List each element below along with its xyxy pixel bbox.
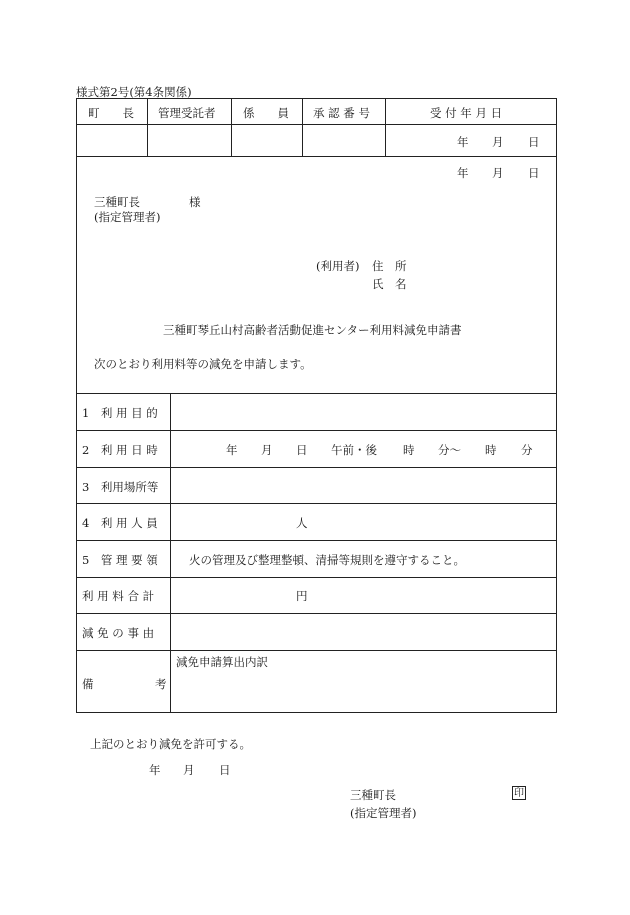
- header-receipt-date: 受 付 年 月 日: [430, 106, 503, 120]
- datetime-month-label: 月: [261, 443, 273, 457]
- datetime-minute-start-label: 分〜: [438, 443, 461, 457]
- staff-stamp-cell[interactable]: [234, 127, 299, 153]
- total-fee-unit: 円: [296, 589, 308, 603]
- header-approval-number: 承 認 番 号: [313, 106, 370, 120]
- divider: [76, 540, 557, 541]
- datetime-ampm-label: 午前・後: [331, 443, 377, 457]
- headcount-unit: 人: [296, 516, 308, 530]
- application-year-label: 年: [457, 166, 469, 180]
- approval-statement: 上記のとおり減免を許可する。: [90, 737, 251, 751]
- application-month-label: 月: [492, 166, 504, 180]
- application-day-label: 日: [528, 166, 540, 180]
- datetime-minute-end-label: 分: [521, 443, 533, 457]
- mayor-stamp-cell[interactable]: [80, 127, 144, 153]
- reason-field[interactable]: [174, 616, 554, 647]
- applicant-address-label: 住 所: [372, 259, 407, 273]
- addressee-honorific: 様: [189, 195, 201, 209]
- receipt-month-label: 月: [492, 135, 504, 149]
- divider: [76, 393, 557, 394]
- datetime-day-label: 日: [296, 443, 308, 457]
- divider: [385, 98, 386, 156]
- datetime-year-label: 年: [226, 443, 238, 457]
- row-remarks-label-a: 備: [82, 677, 94, 691]
- approval-month-label: 月: [183, 763, 195, 777]
- divider: [76, 467, 557, 468]
- divider: [147, 98, 148, 156]
- divider: [76, 650, 557, 651]
- divider: [76, 503, 557, 504]
- divider: [302, 98, 303, 156]
- header-staff: 係 員: [243, 106, 289, 120]
- rules-text: 火の管理及び整理整頓、清掃等規則を遵守すること。: [189, 553, 465, 567]
- header-mayor: 町 長: [88, 106, 134, 120]
- divider: [76, 577, 557, 578]
- datetime-hour-start-label: 時: [403, 443, 415, 457]
- remarks-text: 減免申請算出内訳: [176, 655, 268, 669]
- receipt-year-label: 年: [457, 135, 469, 149]
- row-reason-label: 減 免 の 事 由: [82, 626, 155, 640]
- row-headcount-label: 4 利 用 人 員: [82, 516, 158, 530]
- purpose-field[interactable]: [174, 396, 554, 427]
- addressee-mayor: 三種町長: [94, 195, 140, 209]
- datetime-hour-end-label: 時: [485, 443, 497, 457]
- row-rules-label: 5 管 理 要 領: [82, 553, 158, 567]
- approval-day-label: 日: [219, 763, 231, 777]
- divider: [76, 156, 557, 157]
- approval-signer: 三種町長: [350, 788, 396, 802]
- row-datetime-label: 2 利 用 日 時: [82, 443, 158, 457]
- divider: [170, 393, 171, 713]
- intro-text: 次のとおり利用料等の減免を申請します。: [94, 357, 312, 371]
- approval-signer-manager: (指定管理者): [350, 806, 417, 820]
- approval-year-label: 年: [149, 763, 161, 777]
- divider: [76, 430, 557, 431]
- manager-stamp-cell[interactable]: [150, 127, 228, 153]
- divider: [76, 613, 557, 614]
- form-number-label: 様式第2号(第4条関係): [76, 85, 192, 99]
- applicant-name-label: 氏 名: [372, 277, 407, 291]
- divider: [76, 124, 557, 125]
- row-total-fee-label: 利 用 料 合 計: [82, 589, 155, 603]
- receipt-day-label: 日: [528, 135, 540, 149]
- row-remarks-label-b: 考: [155, 677, 167, 691]
- row-place-label: 3 利用場所等: [82, 480, 159, 494]
- divider: [231, 98, 232, 156]
- applicant-label: (利用者): [316, 259, 360, 273]
- form-title: 三種町琴丘山村高齢者活動促進センター利用料減免申請書: [163, 323, 462, 337]
- seal-icon: 印: [514, 788, 524, 799]
- addressee-designated-manager: (指定管理者): [94, 210, 161, 224]
- place-field[interactable]: [174, 470, 554, 500]
- header-manager: 管理受託者: [158, 106, 216, 120]
- row-purpose-label: 1 利 用 目 的: [82, 406, 158, 420]
- approval-number-cell[interactable]: [305, 127, 382, 153]
